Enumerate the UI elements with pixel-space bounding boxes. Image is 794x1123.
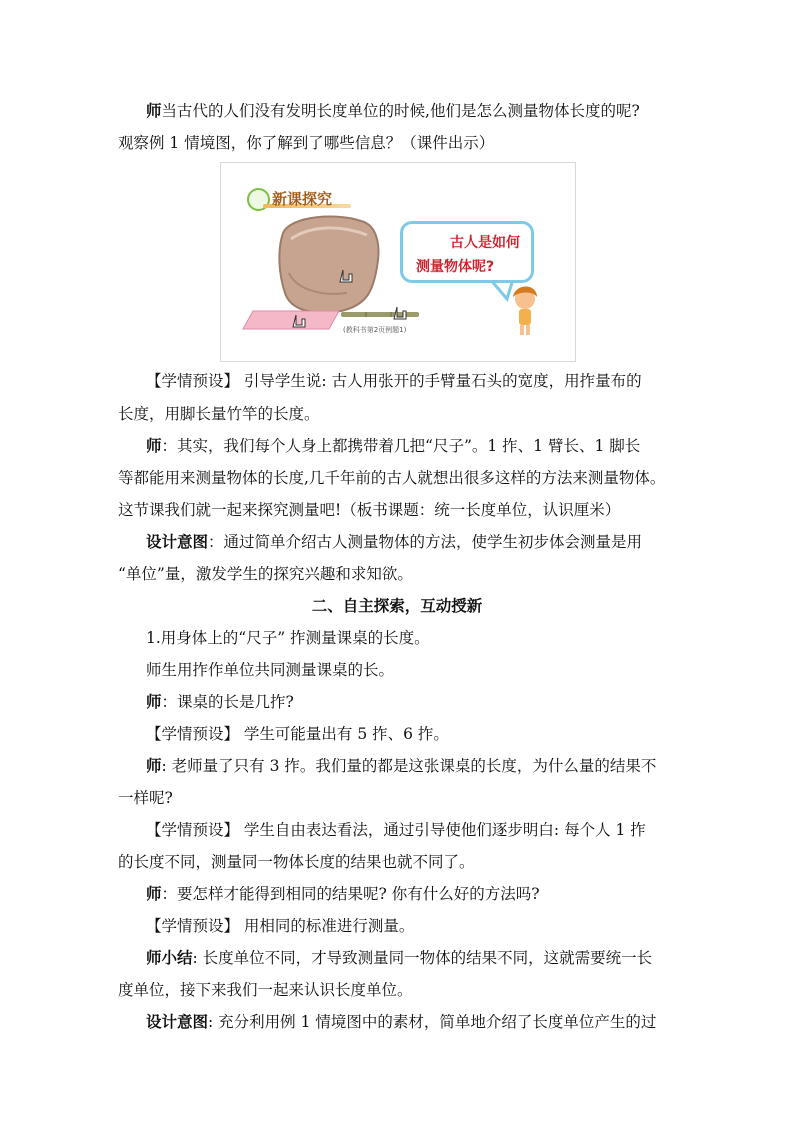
bamboo-pole-image (341, 312, 419, 317)
cloth-image (243, 311, 339, 329)
lesson-illustration (220, 162, 576, 362)
paragraph-line: 【学情预设】 用相同的标准进行测量。 (146, 917, 415, 935)
line-text: : 长度单位不同，才导致测量同一物体的结果不同，这就需要统一长 (192, 949, 653, 967)
paragraph-line: 1.用身体上的“尺子” 拃测量课桌的长度。 (146, 629, 430, 647)
figure-title: 新课探究 (272, 190, 333, 208)
design-intent-label: 设计意图 (146, 532, 209, 551)
paragraph-line (146, 884, 706, 904)
speaker-label: 师 (146, 884, 162, 903)
paragraph-line (146, 1012, 706, 1032)
paragraph-line: 观察例 1 情境图，你了解到了哪些信息？（课件出示） (118, 134, 495, 152)
figure-caption: (教科书第2页例题1) (343, 326, 407, 334)
design-intent-label: 设计意图 (146, 1012, 209, 1031)
paragraph-line (146, 532, 706, 552)
bubble-line-1: 古人是如何 (450, 235, 520, 251)
speaker-label: 师 (146, 756, 162, 775)
line-text: ：通过简单介绍古人测量物体的方法，使学生初步体会测量是用 (208, 533, 643, 551)
paragraph-line (146, 948, 706, 968)
speech-bubble-text (416, 231, 536, 279)
paragraph-line: 这节课我们就一起来探究测量吧!（板书课题：统一长度单位，认识厘米） (118, 501, 621, 519)
rock-image (279, 217, 378, 313)
paragraph-line (146, 692, 706, 712)
paragraph-line: 【学情预设】 学生自由表达看法，通过引导使他们逐步明白: 每个人 1 拃 (146, 821, 646, 839)
paragraph-line: 师生用拃作单位共同测量课桌的长。 (146, 661, 395, 679)
paragraph-line: 等都能用来测量物体的长度,几千年前的古人就想出很多这样的方法来测量物体。 (118, 469, 666, 487)
paragraph-line (146, 101, 706, 121)
paragraph-line: 一样呢? (118, 789, 173, 807)
paragraph-line (146, 756, 706, 776)
line-text: : 老师量了只有 3 拃。我们量的都是这张课桌的长度，为什么量的结果不 (161, 757, 657, 775)
speaker-label: 师 (146, 101, 162, 120)
speaker-label: 师 (146, 436, 162, 455)
paragraph-line: 长度，用脚长量竹竿的长度。 (118, 405, 320, 423)
bubble-line-2: 测量物体呢? (416, 259, 495, 275)
line-text: : 充分利用例 1 情境图中的素材，简单地介绍了长度单位产生的过 (208, 1013, 657, 1031)
speaker-label: 师 (146, 692, 162, 711)
summary-label: 师小结 (146, 948, 193, 967)
paragraph-line: “单位”量，激发学生的探究兴趣和求知欲。 (118, 565, 413, 583)
paragraph-line: 【学情预设】 学生可能量出有 5 拃、6 拃。 (146, 725, 449, 743)
paragraph-line (146, 436, 706, 456)
paragraph-line: 的长度不同，测量同一物体长度的结果也就不同了。 (118, 853, 475, 871)
line-text: 当古代的人们没有发明长度单位的时候,他们是怎么测量物体长度的呢? (161, 102, 640, 120)
paragraph-line: 【学情预设】 引导学生说: 古人用张开的手臂量石头的宽度，用拃量布的 (146, 372, 642, 390)
paragraph-line: 度单位，接下来我们一起来认识长度单位。 (118, 981, 413, 999)
line-text: ：要怎样才能得到相同的结果呢? 你有什么好的方法吗? (161, 885, 540, 903)
line-text: ：课桌的长是几拃? (161, 693, 294, 711)
line-text: ：其实，我们每个人身上都携带着几把“尺子”。1 拃、1 臂长、1 脚长 (161, 437, 641, 455)
girl-character-image (513, 287, 537, 336)
section-heading: 二、自主探索，互动授新 (311, 596, 483, 615)
